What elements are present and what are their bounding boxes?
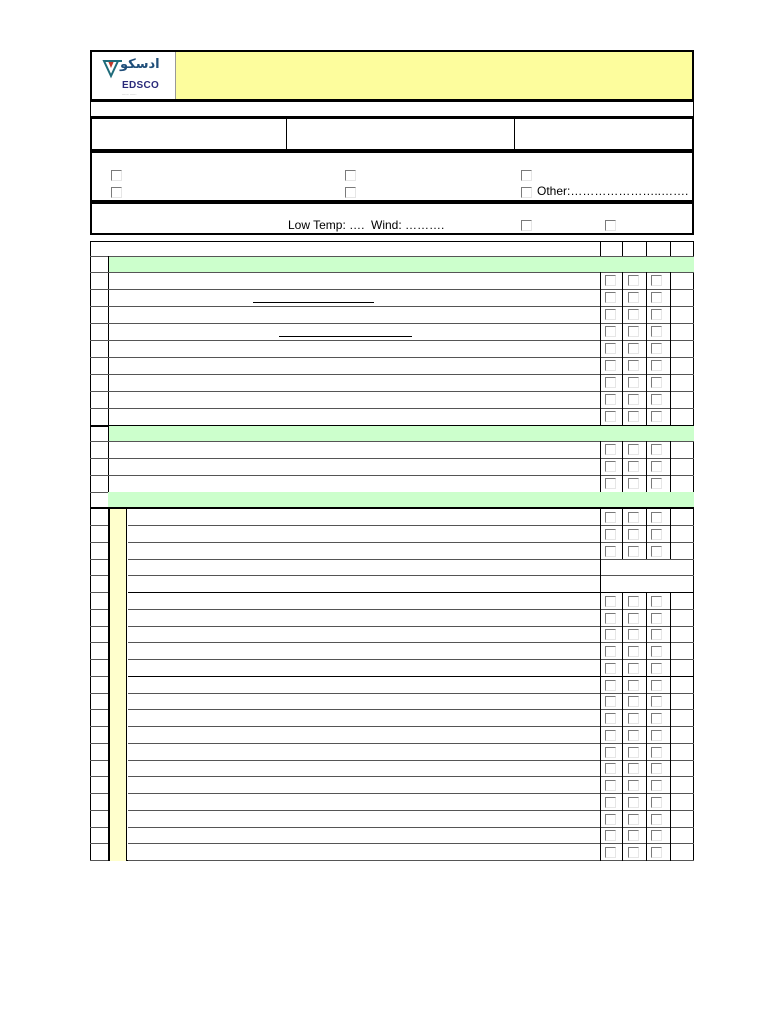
item-checkbox[interactable] [628,411,639,422]
row-divider [128,642,694,643]
row-divider [90,441,694,442]
row-divider [128,559,694,560]
item-checkbox[interactable] [651,730,662,741]
row-divider [90,391,694,392]
info-divider [514,118,515,150]
item-checkbox[interactable] [651,847,662,858]
row-divider [90,827,108,828]
row-divider [90,843,108,844]
row-divider [90,676,108,677]
item-checkbox[interactable] [605,529,616,540]
item-checkbox[interactable] [605,596,616,607]
type-checkbox[interactable] [345,170,356,181]
item-checkbox[interactable] [628,663,639,674]
item-checkbox[interactable] [651,309,662,320]
row-divider [90,542,108,543]
item-checkbox[interactable] [605,275,616,286]
item-checkbox[interactable] [651,780,662,791]
row-divider [128,726,694,727]
item-checkbox[interactable] [651,713,662,724]
item-checkbox[interactable] [651,663,662,674]
row-divider [90,659,108,660]
row-divider [128,542,694,543]
column-divider [646,593,647,861]
item-checkbox[interactable] [628,275,639,286]
item-checkbox[interactable] [628,713,639,724]
item-checkbox[interactable] [628,309,639,320]
column-divider [600,441,601,492]
form-title-bar [90,101,694,117]
item-checkbox[interactable] [651,478,662,489]
row-divider [128,575,694,576]
item-checkbox[interactable] [651,326,662,337]
item-checkbox[interactable] [605,847,616,858]
item-checkbox[interactable] [628,377,639,388]
item-checkbox[interactable] [628,613,639,624]
column-divider [670,272,671,425]
row-divider [90,289,694,290]
item-checkbox[interactable] [605,730,616,741]
row-divider [90,357,694,358]
item-checkbox[interactable] [628,696,639,707]
row-divider [128,760,694,761]
column-divider [646,508,647,559]
row-divider [128,592,694,593]
item-checkbox[interactable] [628,478,639,489]
column-divider [622,508,623,559]
logo-tagline: ...... ...... [122,91,137,96]
item-checkbox[interactable] [628,847,639,858]
type-checkbox[interactable] [111,170,122,181]
row-divider [128,776,694,777]
row-divider [128,793,694,794]
column-divider [670,241,671,256]
item-checkbox[interactable] [628,629,639,640]
item-checkbox[interactable] [605,309,616,320]
item-checkbox[interactable] [651,680,662,691]
item-checkbox[interactable] [651,343,662,354]
wind-label: Wind: ………. [371,218,445,232]
item-checkbox[interactable] [605,830,616,841]
row-divider [90,475,694,476]
column-divider [646,272,647,425]
row-divider [128,827,694,828]
row-divider [128,743,694,744]
other-label: Other:…………………..……. [537,184,689,198]
section-header [108,492,694,507]
row-divider [90,642,108,643]
row-divider [90,575,108,576]
weather-checkbox[interactable] [605,220,616,231]
row-divider [90,743,108,744]
row-divider [90,709,108,710]
item-checkbox[interactable] [651,747,662,758]
row-divider [90,507,694,509]
item-checkbox[interactable] [628,461,639,472]
row-divider [90,693,108,694]
item-checkbox[interactable] [628,830,639,841]
item-checkbox[interactable] [605,780,616,791]
column-divider [622,593,623,861]
item-checkbox[interactable] [605,411,616,422]
item-checkbox[interactable] [651,696,662,707]
item-checkbox[interactable] [628,444,639,455]
row-divider [90,525,108,526]
item-checkbox[interactable] [628,360,639,371]
row-divider [128,709,694,710]
item-checkbox[interactable] [628,292,639,303]
weather-checkbox[interactable] [521,220,532,231]
row-divider [90,793,108,794]
item-checkbox[interactable] [628,646,639,657]
project-info-box [90,117,694,151]
item-checkbox[interactable] [628,814,639,825]
column-divider [670,593,671,861]
row-divider [90,458,694,459]
form-header [90,50,694,101]
item-checkbox[interactable] [651,360,662,371]
item-checkbox[interactable] [605,360,616,371]
type-checkbox[interactable] [111,187,122,198]
item-checkbox[interactable] [651,411,662,422]
row-divider [128,693,694,694]
type-checkbox[interactable] [521,170,532,181]
subsection-side-column [109,509,127,861]
item-checkbox[interactable] [651,613,662,624]
item-checkbox[interactable] [605,797,616,808]
row-divider [90,306,694,307]
low-temp-label: Low Temp: …. [288,218,365,232]
item-checkbox[interactable] [605,444,616,455]
row-divider [128,609,694,610]
row-divider [90,626,108,627]
item-checkbox[interactable] [605,394,616,405]
fill-underline [253,302,374,303]
row-divider [90,760,108,761]
row-divider [90,408,694,409]
item-checkbox[interactable] [651,529,662,540]
column-divider [622,272,623,425]
item-checkbox[interactable] [628,343,639,354]
item-checkbox[interactable] [651,292,662,303]
row-divider [90,860,108,861]
logo-company-name: EDSCO [122,80,160,91]
section-header [108,257,694,272]
fill-underline [279,336,412,337]
row-divider [90,374,694,375]
checklist-table [90,241,694,861]
row-divider [128,659,694,660]
item-checkbox[interactable] [651,646,662,657]
item-checkbox[interactable] [605,377,616,388]
item-checkbox[interactable] [605,292,616,303]
item-checkbox[interactable] [628,730,639,741]
item-checkbox[interactable] [651,377,662,388]
row-divider [90,340,694,341]
item-checkbox[interactable] [628,596,639,607]
item-checkbox[interactable] [651,546,662,557]
item-checkbox[interactable] [651,512,662,523]
item-checkbox[interactable] [651,275,662,286]
item-checkbox[interactable] [605,646,616,657]
item-checkbox[interactable] [651,596,662,607]
column-divider [670,508,671,559]
item-checkbox[interactable] [605,512,616,523]
type-checkbox[interactable] [345,187,356,198]
item-checkbox[interactable] [605,747,616,758]
row-divider [128,676,694,677]
item-checkbox[interactable] [605,713,616,724]
item-checkbox[interactable] [651,830,662,841]
row-divider [128,860,694,861]
item-checkbox[interactable] [605,546,616,557]
item-checkbox[interactable] [651,394,662,405]
item-checkbox[interactable] [605,814,616,825]
row-divider [90,323,694,324]
column-divider [646,241,647,256]
column-divider [600,241,601,256]
logo-arabic-text: ادسكو [120,56,160,71]
column-divider [670,441,671,492]
other-checkbox[interactable] [521,187,532,198]
item-checkbox[interactable] [628,797,639,808]
item-checkbox[interactable] [605,461,616,472]
item-checkbox[interactable] [605,613,616,624]
item-checkbox[interactable] [628,747,639,758]
row-divider [128,843,694,844]
item-checkbox[interactable] [628,680,639,691]
item-checkbox[interactable] [605,763,616,774]
column-divider [600,508,601,861]
row-divider [128,525,694,526]
item-checkbox[interactable] [605,629,616,640]
section-header [108,426,694,441]
row-divider [90,776,108,777]
row-divider [90,810,108,811]
item-checkbox[interactable] [605,478,616,489]
item-checkbox[interactable] [605,326,616,337]
item-checkbox[interactable] [605,663,616,674]
item-checkbox[interactable] [651,763,662,774]
item-checkbox[interactable] [651,629,662,640]
item-checkbox[interactable] [628,512,639,523]
item-checkbox[interactable] [651,797,662,808]
item-checkbox[interactable] [605,343,616,354]
item-checkbox[interactable] [605,680,616,691]
item-checkbox[interactable] [628,529,639,540]
row-divider [90,592,108,593]
column-divider [646,441,647,492]
row-divider [128,626,694,627]
item-checkbox[interactable] [628,763,639,774]
column-divider [108,508,109,861]
column-divider [622,441,623,492]
column-divider [622,241,623,256]
row-divider [90,559,108,560]
item-checkbox[interactable] [651,814,662,825]
item-checkbox[interactable] [628,780,639,791]
row-divider [90,609,108,610]
row-divider [90,272,694,273]
info-divider [286,118,287,150]
row-divider [128,810,694,811]
item-checkbox[interactable] [651,461,662,472]
item-checkbox[interactable] [628,546,639,557]
item-checkbox[interactable] [628,326,639,337]
row-divider [90,726,108,727]
item-checkbox[interactable] [605,696,616,707]
item-checkbox[interactable] [628,394,639,405]
column-divider [600,272,601,425]
item-checkbox[interactable] [651,444,662,455]
